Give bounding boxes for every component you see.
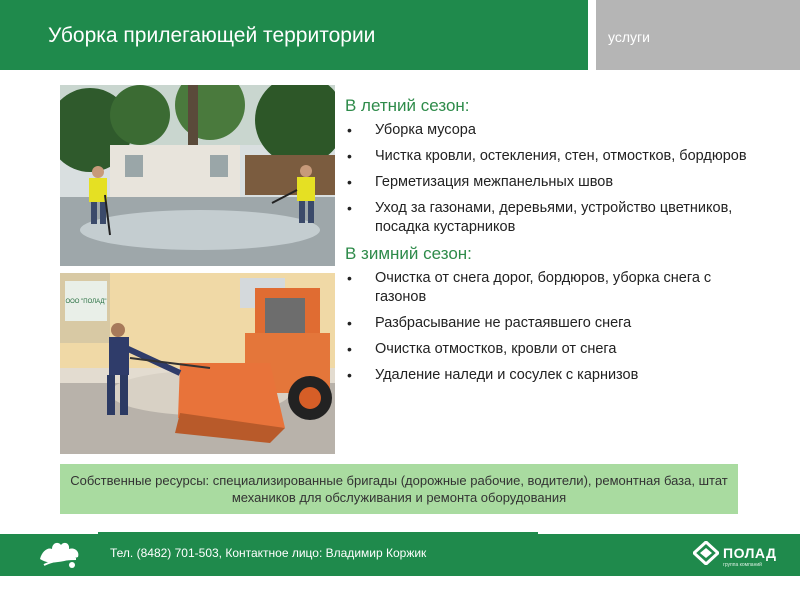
bullet: • — [347, 315, 352, 331]
list-item — [345, 173, 765, 192]
resources-box — [60, 464, 738, 514]
list-item — [345, 147, 765, 166]
item-text: Герметизация межпанельных швов — [375, 174, 614, 190]
contact-info: Тел. (8482) 701-503, Контактное лицо: Владимир Коржик — [110, 546, 427, 560]
bullet: • — [347, 367, 352, 383]
polad-logo-icon — [693, 541, 719, 570]
bullet: • — [347, 200, 352, 216]
list-item — [345, 269, 765, 307]
brand-tagline: группа компаний — [723, 562, 762, 568]
resources-text: Собственные ресурсы: специализированные бригады (дорожные рабочие, водители), ремонтная база, штат механиков для обслуживания и ремонта оборудования — [70, 473, 728, 505]
item-text: Чистка кровли, остекления, стен, отмостков, бордюров — [375, 148, 747, 164]
section-tab — [596, 0, 800, 70]
bullet: • — [347, 270, 352, 286]
services-list — [345, 96, 765, 392]
item-text: Очистка от снега дорог, бордюров, уборка снега с газонов — [375, 270, 712, 305]
winter-heading: В зимний сезон: — [345, 244, 472, 263]
list-item — [345, 121, 765, 140]
item-text: Разбрасывание не растаявшего снега — [375, 315, 632, 331]
winter-items — [345, 269, 765, 385]
page-title: Уборка прилегающей территории — [48, 24, 376, 47]
bullet: • — [347, 174, 352, 190]
winter-snow-clearing-photo — [60, 273, 335, 454]
bullet: • — [347, 148, 352, 164]
summer-cleaning-photo — [60, 85, 335, 266]
building-sign: ООО "ПОЛАД" — [65, 299, 107, 305]
section-label: услуги — [608, 29, 650, 45]
item-text: Очистка отмостков, кровли от снега — [375, 341, 617, 357]
bullet: • — [347, 341, 352, 357]
item-text: Уход за газонами, деревьями, устройство цветников, посадка кустарников — [375, 200, 733, 235]
header-bar — [0, 0, 588, 70]
brand-name: ПОЛАД — [723, 545, 777, 561]
item-text: Удаление наледи и сосулек с карнизов — [375, 367, 639, 383]
bullet: • — [347, 122, 352, 138]
list-item — [345, 314, 765, 333]
summer-items — [345, 121, 765, 237]
oak-leaf-icon — [36, 537, 86, 574]
summer-heading: В летний сезон: — [345, 96, 470, 115]
list-item — [345, 366, 765, 385]
item-text: Уборка мусора — [375, 122, 476, 138]
list-item — [345, 340, 765, 359]
list-item — [345, 199, 765, 237]
